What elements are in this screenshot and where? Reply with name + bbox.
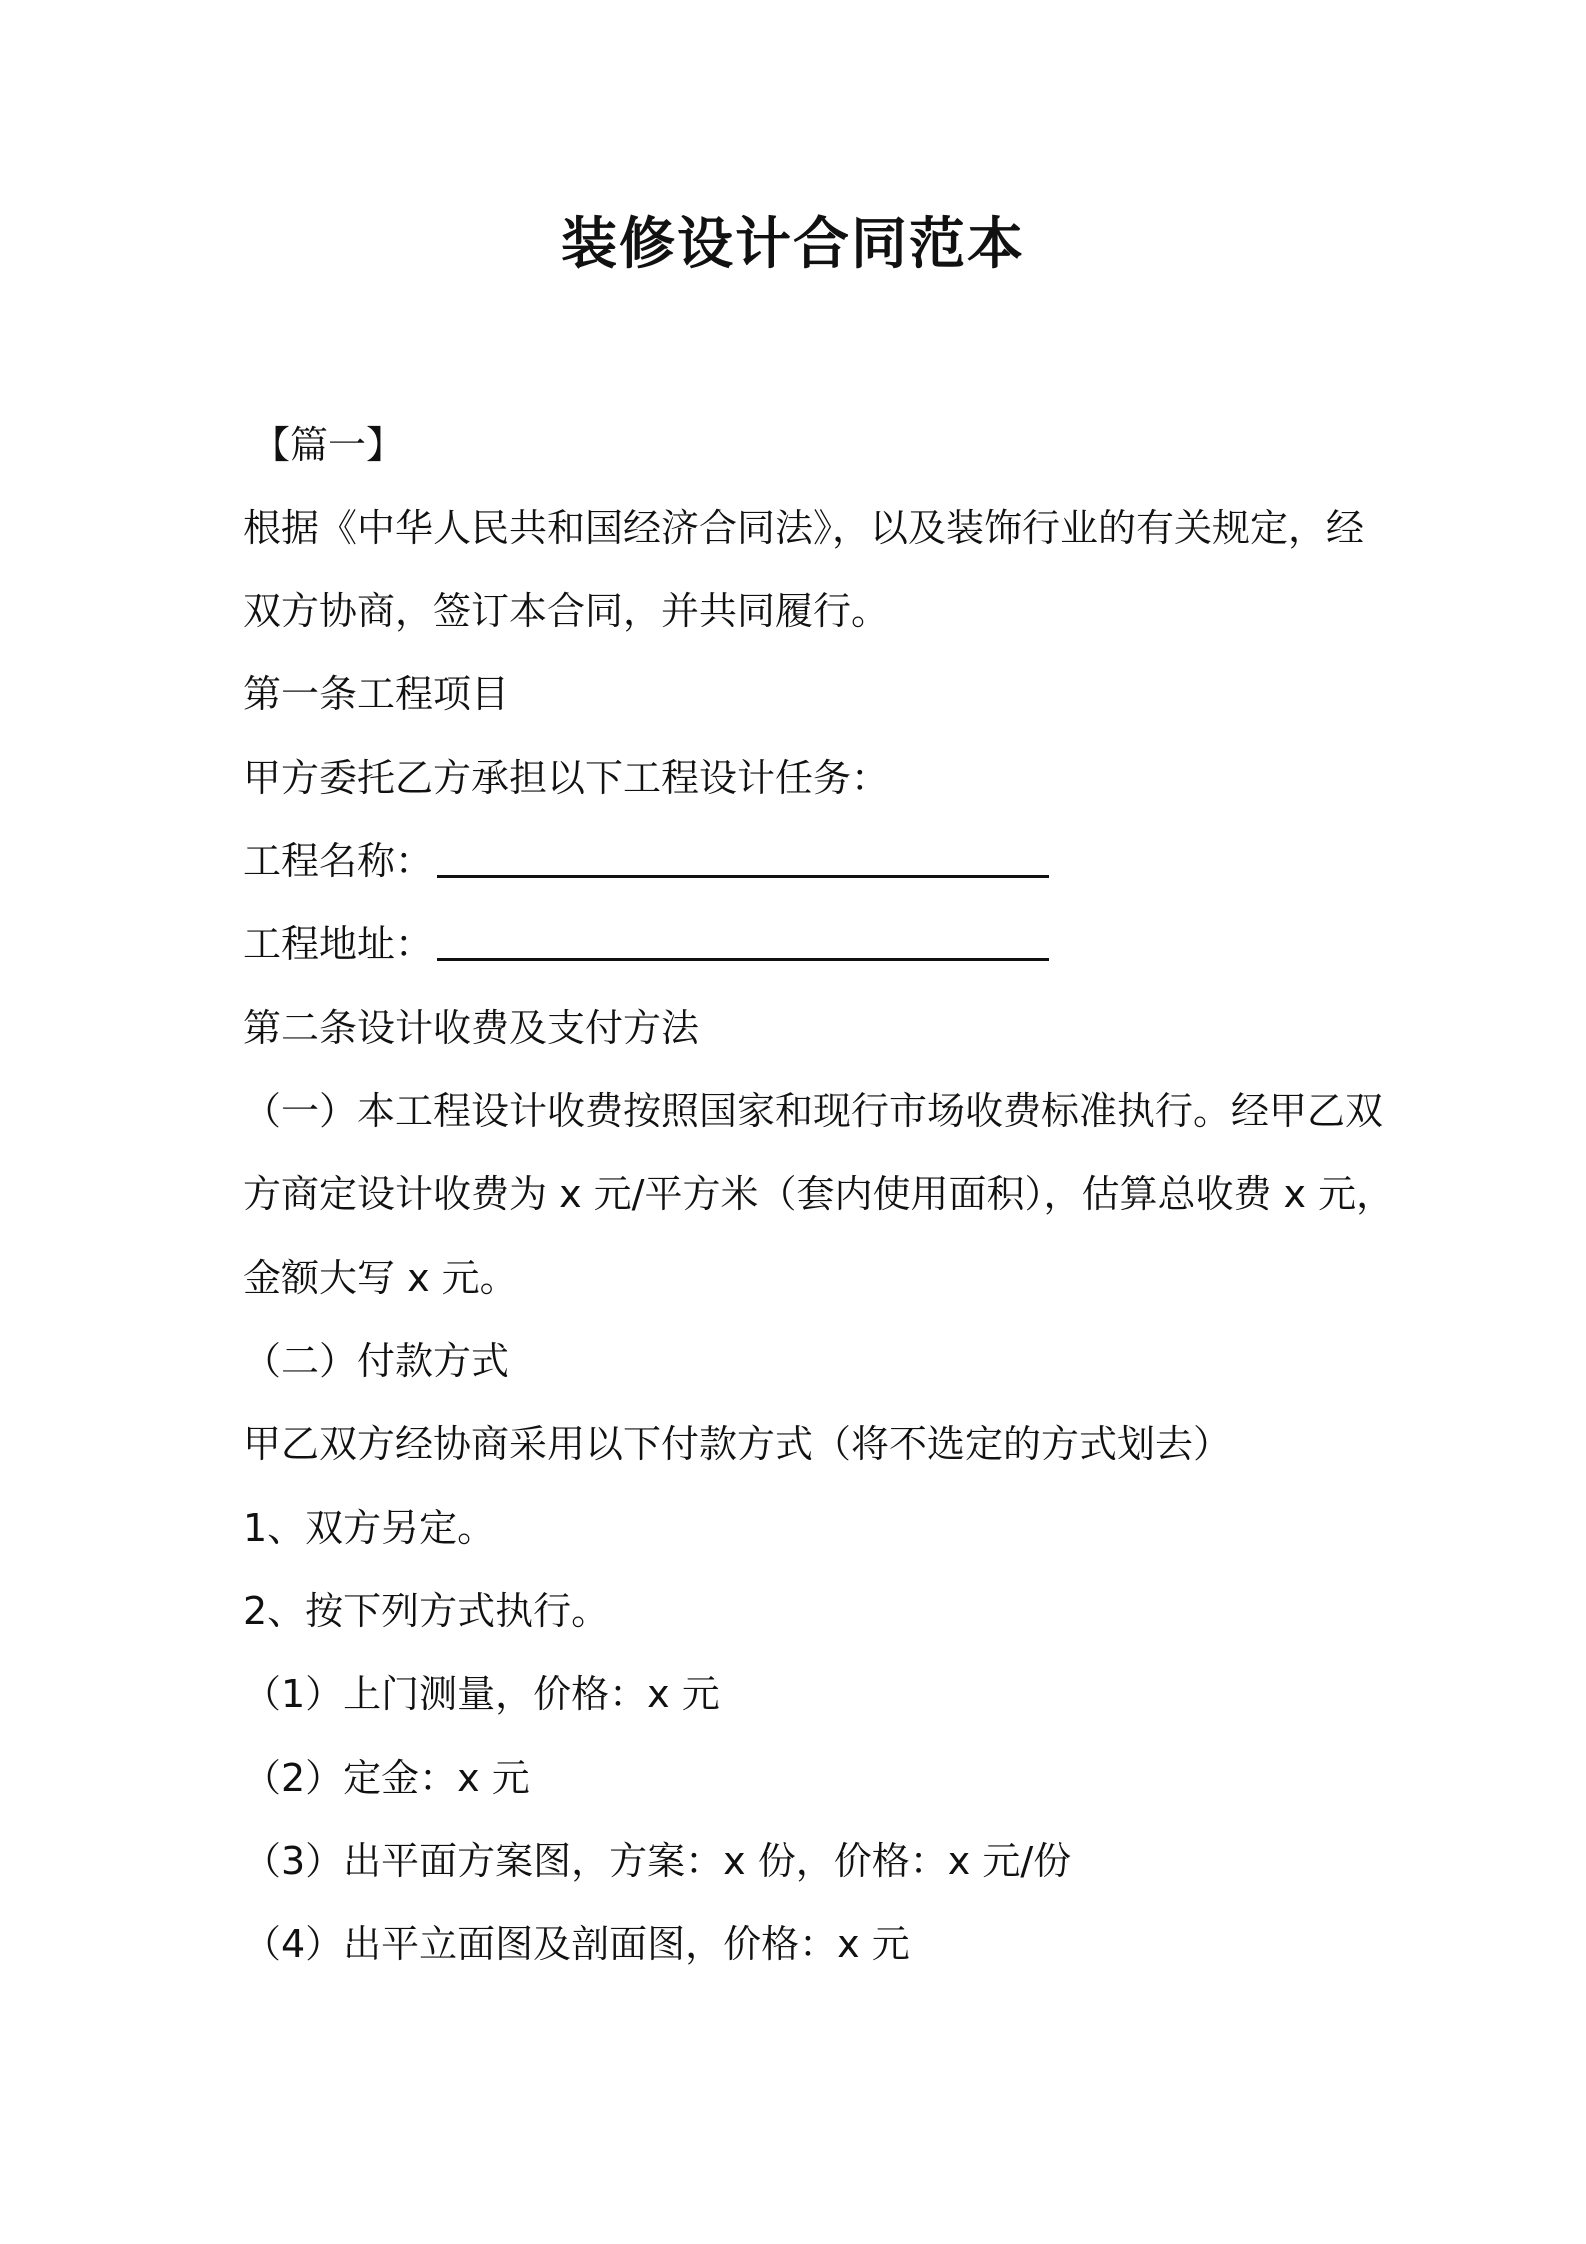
article-1-text: 甲方委托乙方承担以下工程设计任务： xyxy=(243,756,890,800)
project-address-row xyxy=(243,916,1049,972)
section-label: 【篇一】 xyxy=(252,423,405,467)
intro-line-1: 根据《中华人民共和国经济合同法》，以及装饰行业的有关规定，经 xyxy=(243,506,1365,550)
payment-heading: （二）付款方式 xyxy=(243,1339,510,1383)
fee-line-1: （一）本工程设计收费按照国家和现行市场收费标准执行。经甲乙双 xyxy=(243,1089,1384,1133)
project-name-row xyxy=(243,833,1049,889)
document-title: 装修设计合同范本 xyxy=(561,212,1025,277)
fee-line-3: 金额大写 x 元。 xyxy=(243,1256,518,1300)
article-1-heading: 第一条工程项目 xyxy=(243,672,510,716)
project-name-blank xyxy=(437,875,1049,878)
project-address-label: 工程地址： xyxy=(243,922,434,966)
article-2-heading: 第二条设计收费及支付方法 xyxy=(243,1006,700,1050)
item-3: （3）出平面方案图，方案：x 份，价格：x 元/份 xyxy=(243,1839,1072,1883)
intro-line-2: 双方协商，签订本合同，并共同履行。 xyxy=(243,589,890,633)
option-1: 1、双方另定。 xyxy=(243,1506,496,1550)
project-name-label: 工程名称： xyxy=(243,839,434,883)
project-address-blank xyxy=(437,958,1049,961)
option-2: 2、按下列方式执行。 xyxy=(243,1589,610,1633)
item-1: （1）上门测量，价格：x 元 xyxy=(243,1672,720,1716)
fee-line-2: 方商定设计收费为 x 元/平方米（套内使用面积），估算总收费 x 元， xyxy=(243,1172,1395,1216)
item-2: （2）定金：x 元 xyxy=(243,1756,530,1800)
item-4: （4）出平立面图及剖面图，价格：x 元 xyxy=(243,1922,910,1966)
payment-text: 甲乙双方经协商采用以下付款方式（将不选定的方式划去） xyxy=(243,1422,1232,1466)
